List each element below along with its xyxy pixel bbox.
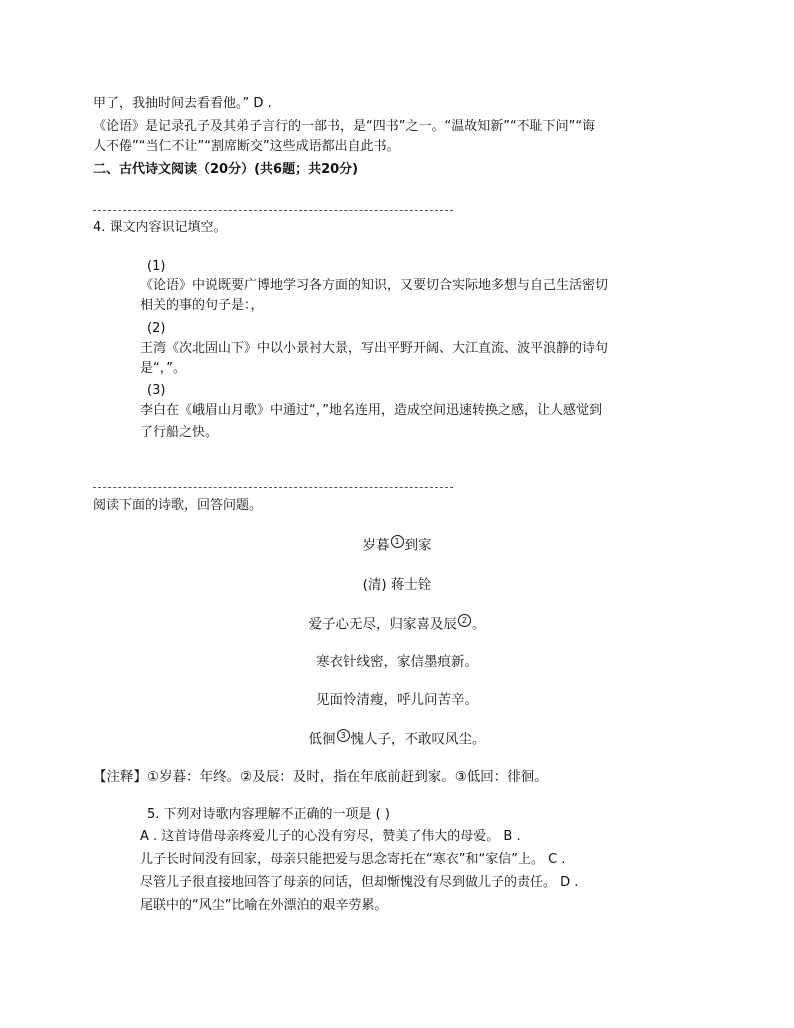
text-line: 《论语》中说既要广博地学习各方面的知识，又要切合实际地多想与自己生活密切	[140, 278, 609, 293]
question-title: 4. 课文内容识记填空。	[93, 220, 227, 235]
item-number: (1)	[147, 259, 166, 274]
poem-line: 见面怜清瘦，呼儿问苦辛。	[316, 692, 478, 708]
footnote-marker: 2	[458, 614, 471, 627]
text-line: 《论语》是记录孔子及其弟子言行的一部书，是“四书”之一。“温故知新”“不耻下问”“诲	[93, 119, 596, 134]
poem-title: 岁暮 1 到家	[362, 537, 432, 554]
text-line: 相关的事的句子是：，	[140, 298, 264, 313]
poem-line: 爱子心无尽，归家喜及辰 2 。	[308, 616, 486, 633]
poem-notes: 【注释】①岁暮：年终。②及辰：及时，指在年底前赶到家。③低回：徘徊。	[93, 769, 548, 785]
text-line: 甲了，我抽时间去看看他。” D .	[93, 96, 272, 111]
footnote-marker: 1	[391, 535, 404, 548]
text-line: 了行船之快。	[140, 425, 219, 440]
divider	[93, 487, 453, 488]
option-line: 儿子长时间没有回家，母亲只能把爱与思念寄托在“寒衣”和“家信”上。 C .	[140, 852, 566, 867]
text-line: 是“，”。	[140, 361, 186, 376]
item-number: (2)	[147, 321, 166, 336]
text-line: 李白在《峨眉山月歌》中通过“，”地名连用，造成空间迅速转换之感，让人感觉到	[140, 403, 602, 418]
text-line: 王湾《次北固山下》中以小景衬大景，写出平野开阔、大江直流、波平浪静的诗句	[140, 341, 609, 356]
text-line: 人不倦”“当仁不让”“割席断交”这些成语都出自此书。	[93, 139, 400, 154]
poem-author: (清) 蒋士铨	[362, 577, 432, 593]
option-line: 尾联中的“风尘”比喻在外漂泊的艰辛劳累。	[140, 898, 388, 913]
divider	[93, 210, 453, 211]
item-number: (3)	[147, 383, 166, 398]
poem-line: 低徊 3 愧人子，不敢叹风尘。	[308, 731, 486, 748]
question-title: 5. 下列对诗歌内容理解不正确的一项是 ( )	[147, 807, 390, 822]
option-line: 尽管儿子很直接地回答了母亲的问话，但却惭愧没有尽到做儿子的责任。 D .	[140, 875, 579, 890]
poem-line: 寒衣针线密，家信墨痕新。	[316, 654, 478, 670]
section-heading: 二、古代诗文阅读（20分）(共6题；共20分)	[93, 162, 359, 177]
reading-intro: 阅读下面的诗歌，回答问题。	[93, 498, 263, 513]
option-line: A . 这首诗借母亲疼爱儿子的心没有穷尽，赞美了伟大的母爱。 B .	[140, 829, 521, 844]
footnote-marker: 3	[337, 729, 350, 742]
